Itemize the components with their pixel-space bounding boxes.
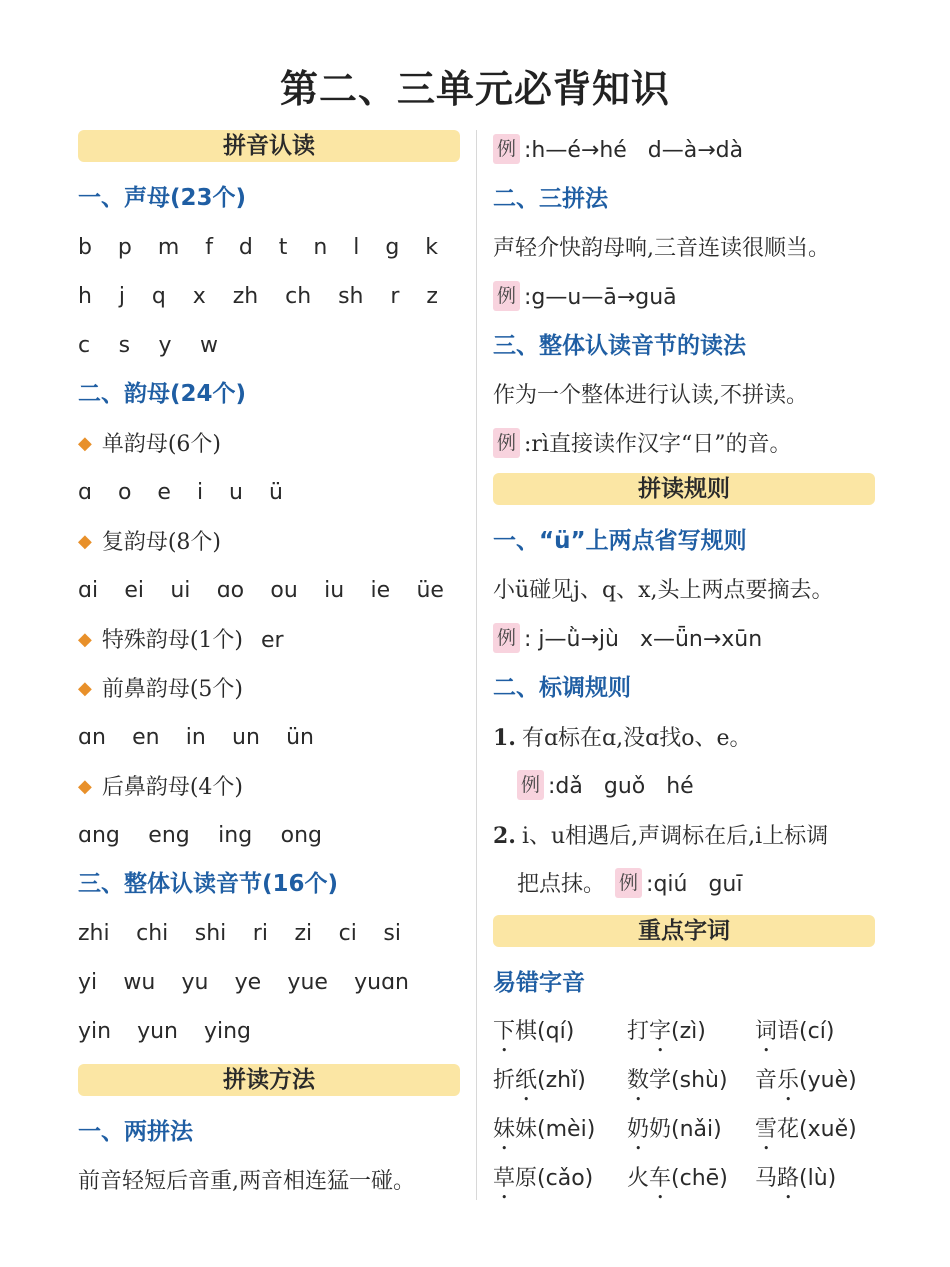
- shengmu-row-2: [78, 276, 438, 325]
- pinyin-item: in: [185, 725, 206, 750]
- zhengti-row-2: [78, 962, 409, 1011]
- example-5: 例 :dǎ guǒ hé: [493, 766, 875, 815]
- pinyin-item: en: [132, 725, 160, 750]
- pinyin-item: yue: [287, 970, 328, 995]
- pinyin-item: ɑn: [78, 725, 106, 750]
- pinyin-item: un: [232, 725, 260, 750]
- heading-liangpin: 一、两拼法: [78, 1119, 193, 1145]
- pinyin-item: e: [157, 480, 171, 505]
- vocab-char: 草: [493, 1166, 516, 1191]
- page-title: 第二、三单元必背知识: [279, 67, 670, 111]
- example-tag: 例: [493, 623, 520, 653]
- teshu-yunmu-label: ◆ 特殊韵母(1个) er: [78, 628, 284, 653]
- hou-yunmu-label: ◆ 后鼻韵母(4个): [78, 775, 244, 800]
- heading-yunmu: 二、韵母(24个): [78, 381, 247, 407]
- pinyin-item: wu: [123, 970, 156, 995]
- vocab-pinyin: (lù): [799, 1166, 837, 1191]
- pinyin-item: h: [78, 284, 92, 309]
- example-3: 例 :rì直接读作汉字“日”的音。: [493, 424, 875, 473]
- pinyin-item: d: [238, 235, 253, 260]
- vocab-item: [627, 1012, 755, 1061]
- pinyin-item: ou: [270, 578, 298, 603]
- pinyin-item: f: [205, 235, 213, 260]
- pinyin-item: ɑng: [78, 823, 120, 848]
- pinyin-item: ɑo: [216, 578, 245, 603]
- pinyin-item: y: [158, 333, 172, 358]
- vocab-pinyin: (zhǐ): [537, 1068, 586, 1093]
- pinyin-item: s: [118, 333, 131, 358]
- pinyin-item: k: [425, 235, 438, 260]
- vocab-char: 乐: [777, 1068, 800, 1093]
- pinyin-item: q: [151, 284, 166, 309]
- heading-tone-rule: 二、标调规则: [493, 675, 631, 701]
- pinyin-item: si: [383, 921, 401, 946]
- pinyin-item: ing: [218, 823, 253, 848]
- pinyin-item: ong: [280, 823, 322, 848]
- example-4: 例 : j—ǜ→jù x—ǖn→xūn: [493, 619, 875, 668]
- pinyin-item: ei: [124, 578, 145, 603]
- qian-yunmu-label: ◆ 前鼻韵母(5个): [78, 677, 244, 702]
- vocab-char: 纸: [515, 1068, 538, 1093]
- vocab-pinyin: (cǎo): [537, 1166, 594, 1191]
- pinyin-item: zh: [232, 284, 259, 309]
- vocab-pinyin: (xuě): [799, 1117, 857, 1142]
- vocab-pinyin: (shù): [671, 1068, 728, 1093]
- pinyin-item: shi: [194, 921, 227, 946]
- pinyin-item: yun: [137, 1019, 178, 1044]
- vocab-char: 棋: [515, 1019, 538, 1044]
- vocab-pinyin: (qí): [537, 1019, 575, 1044]
- hou-yunmu-row: [78, 815, 322, 864]
- example-tag: 例: [493, 134, 520, 164]
- dan-yunmu-row: [78, 472, 283, 521]
- vocab-item: [627, 1061, 755, 1110]
- vocab-char: 下: [493, 1019, 516, 1044]
- pinyin-item: ui: [170, 578, 191, 603]
- heading-zhengti-reading: 三、整体认读音节的读法: [493, 333, 746, 359]
- pinyin-item: ri: [252, 921, 268, 946]
- vocab-char: 雪: [755, 1117, 778, 1142]
- pinyin-item: l: [353, 235, 360, 260]
- pinyin-item: u: [229, 480, 243, 505]
- pinyin-item: w: [199, 333, 218, 358]
- pinyin-item: ie: [370, 578, 391, 603]
- pinyin-item: c: [78, 333, 91, 358]
- pinyin-item: j: [118, 284, 125, 309]
- tone-rule-2: 2. i、u相遇后,声调标在后,i上标调: [493, 823, 829, 849]
- vocab-char: 马: [755, 1166, 778, 1191]
- vocab-char: 学: [649, 1068, 672, 1093]
- pinyin-item: i: [196, 480, 204, 505]
- vocab-grid: [493, 1012, 875, 1208]
- pinyin-item: o: [117, 480, 132, 505]
- pinyin-item: ün: [286, 725, 314, 750]
- example-2: 例 :g—u—ā→guā: [493, 277, 875, 326]
- vocab-pinyin: (zì): [671, 1019, 706, 1044]
- shengmu-row-3: [78, 325, 218, 374]
- vocab-pinyin: (cí): [799, 1019, 835, 1044]
- vocab-item: [493, 1159, 627, 1208]
- vocab-char: 语: [777, 1019, 800, 1044]
- pinyin-item: zhi: [78, 921, 110, 946]
- pinyin-item: ying: [203, 1019, 251, 1044]
- vocab-char: 折: [493, 1068, 516, 1093]
- heading-error-prone: 易错字音: [493, 970, 585, 996]
- vocab-char: 奶: [627, 1117, 650, 1142]
- vocab-char: 花: [777, 1117, 800, 1142]
- vocab-item: [755, 1110, 875, 1159]
- pinyin-item: ci: [338, 921, 357, 946]
- pinyin-item: sh: [338, 284, 364, 309]
- section-band-words: 重点字词: [493, 915, 875, 947]
- diamond-bullet-icon: ◆: [78, 531, 92, 552]
- pinyin-item: g: [385, 235, 400, 260]
- column-divider: [476, 130, 477, 1200]
- example-tag: 例: [517, 770, 544, 800]
- example-tag: 例: [493, 281, 520, 311]
- vocab-char: 车: [649, 1166, 672, 1191]
- vocab-char: 妹: [515, 1117, 538, 1142]
- vocab-pinyin: (nǎi): [671, 1117, 722, 1142]
- vocab-char: 路: [777, 1166, 800, 1191]
- section-band-pinyin: 拼音认读: [78, 130, 460, 162]
- diamond-bullet-icon: ◆: [78, 433, 92, 454]
- vocab-item: [493, 1061, 627, 1110]
- vocab-item: [627, 1159, 755, 1208]
- sanpin-text: 声轻介快韵母响,三音连读很顺当。: [493, 236, 830, 261]
- section-band-rules: 拼读规则: [493, 473, 875, 505]
- liangpin-text: 前音轻短后音重,两音相连猛一碰。: [78, 1169, 415, 1194]
- pinyin-item: yuɑn: [354, 970, 409, 995]
- pinyin-item: ye: [234, 970, 262, 995]
- pinyin-item: ɑ: [78, 480, 92, 505]
- pinyin-item: z: [426, 284, 438, 309]
- vocab-pinyin: (yuè): [799, 1068, 857, 1093]
- pinyin-item: p: [117, 235, 132, 260]
- vocab-item: [755, 1012, 875, 1061]
- pinyin-item: zi: [294, 921, 313, 946]
- dan-yunmu-label: ◆ 单韵母(6个): [78, 432, 222, 457]
- example-tag: 例: [493, 428, 520, 458]
- pinyin-item: b: [78, 235, 92, 260]
- pinyin-item: r: [390, 284, 400, 309]
- example-1: 例 :h—é→hé d—à→dà: [493, 130, 875, 179]
- section-band-method: 拼读方法: [78, 1064, 460, 1096]
- vocab-item: [755, 1061, 875, 1110]
- shengmu-row-1: [78, 227, 438, 276]
- qian-yunmu-row: [78, 717, 314, 766]
- pinyin-item: m: [157, 235, 180, 260]
- vocab-char: 原: [515, 1166, 538, 1191]
- vocab-pinyin: (mèi): [537, 1117, 596, 1142]
- diamond-bullet-icon: ◆: [78, 678, 92, 699]
- pinyin-item: ü: [268, 480, 283, 505]
- tone-rule-2-cont: 把点抹。 例 :qiú guī: [493, 864, 875, 913]
- heading-zhengti: 三、整体认读音节(16个): [78, 871, 339, 897]
- pinyin-item: x: [192, 284, 206, 309]
- pinyin-item: iu: [324, 578, 345, 603]
- pinyin-item: chi: [136, 921, 169, 946]
- fu-yunmu-row: [78, 570, 444, 619]
- vocab-item: [493, 1012, 627, 1061]
- pinyin-item: eng: [148, 823, 190, 848]
- heading-shengmu: 一、声母(23个): [78, 185, 247, 211]
- example-tag: 例: [615, 868, 642, 898]
- zhengti-reading-text: 作为一个整体进行认读,不拼读。: [493, 383, 808, 408]
- vocab-char: 词: [755, 1019, 778, 1044]
- vocab-char: 音: [755, 1068, 778, 1093]
- diamond-bullet-icon: ◆: [78, 629, 92, 650]
- zhengti-row-1: [78, 913, 401, 962]
- vocab-char: 打: [627, 1019, 650, 1044]
- vocab-item: [755, 1159, 875, 1208]
- u-rule-text: 小ü碰见j、q、x,头上两点要摘去。: [493, 578, 834, 603]
- pinyin-item: ɑi: [78, 578, 99, 603]
- diamond-bullet-icon: ◆: [78, 776, 92, 797]
- heading-sanpin: 二、三拼法: [493, 186, 608, 212]
- pinyin-item: n: [313, 235, 328, 260]
- pinyin-item: yi: [78, 970, 98, 995]
- vocab-char: 数: [627, 1068, 650, 1093]
- heading-u-rule: 一、“ü”上两点省写规则: [493, 528, 747, 554]
- pinyin-item: yu: [181, 970, 209, 995]
- fu-yunmu-label: ◆ 复韵母(8个): [78, 530, 222, 555]
- tone-rule-1: 1. 有ɑ标在ɑ,没ɑ找o、e。: [493, 725, 752, 751]
- vocab-char: 字: [649, 1019, 672, 1044]
- vocab-item: [493, 1110, 627, 1159]
- zhengti-row-3: [78, 1011, 251, 1060]
- vocab-item: [627, 1110, 755, 1159]
- vocab-char: 火: [627, 1166, 650, 1191]
- left-column: [78, 130, 460, 1210]
- pinyin-item: üe: [416, 578, 444, 603]
- vocab-char: 妹: [493, 1117, 516, 1142]
- vocab-pinyin: (chē): [671, 1166, 728, 1191]
- pinyin-item: yin: [78, 1019, 112, 1044]
- vocab-char: 奶: [649, 1117, 672, 1142]
- pinyin-item: ch: [285, 284, 312, 309]
- pinyin-item: t: [278, 235, 288, 260]
- right-column: [493, 130, 875, 1208]
